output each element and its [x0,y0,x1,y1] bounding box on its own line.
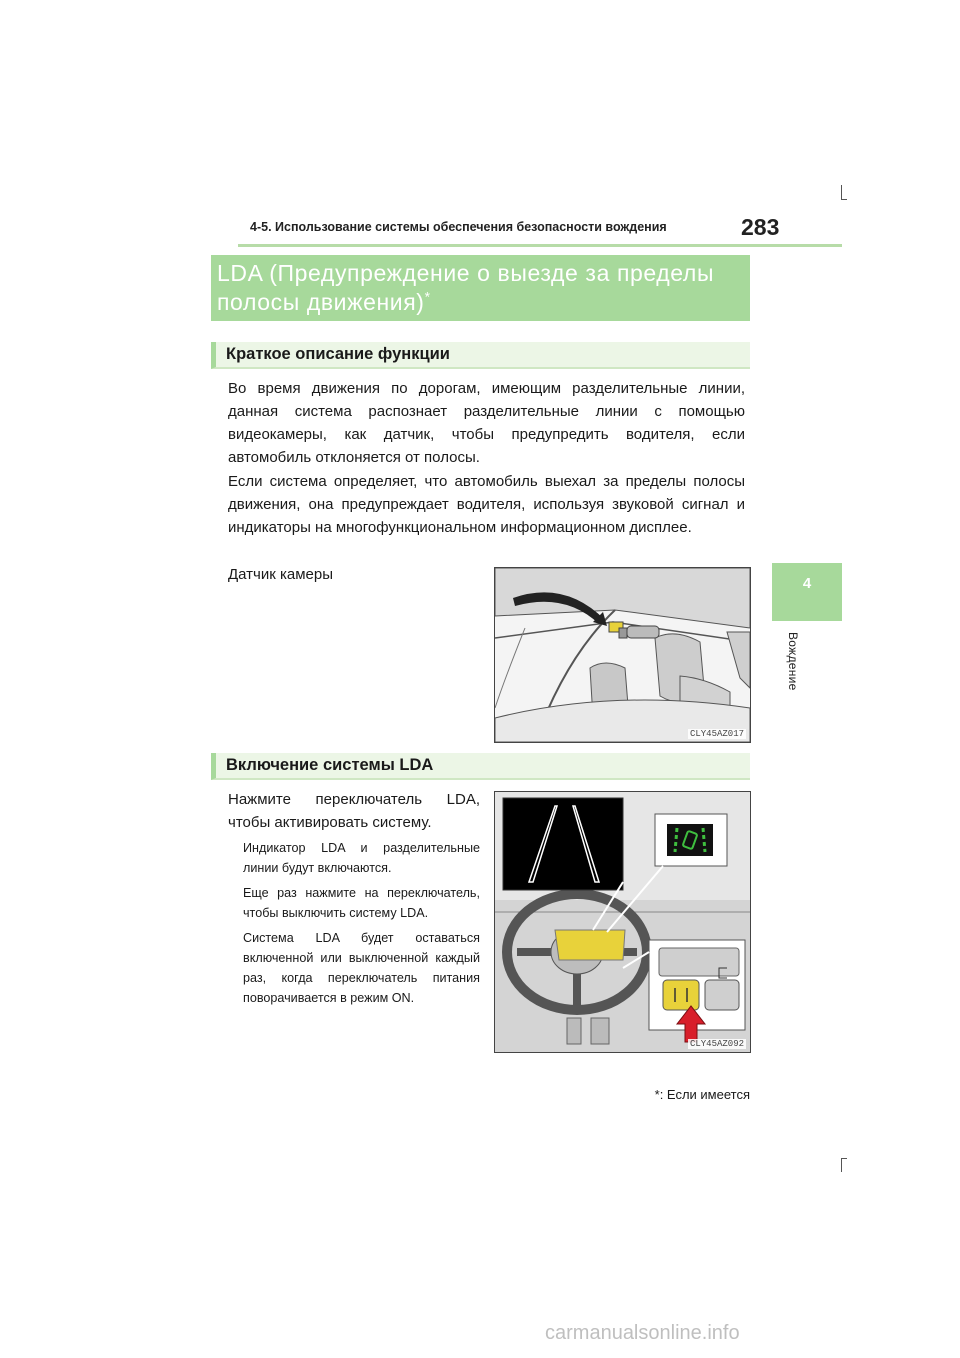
subheading-activation [211,753,750,780]
crop-mark-top-h [841,199,847,200]
crop-mark-top [841,185,842,199]
camera-image-code: CLY45AZ017 [689,729,744,739]
section-header: 4-5. Использование системы обеспечения безопасности вождения [250,220,667,234]
switch-image-code: CLY45AZ092 [689,1039,744,1049]
crop-mark-bottom [841,1158,842,1172]
activation-note-3: Система LDA будет оставаться включенной или выключенной каждый раз, когда переключатель питания поворачивается в режим ON. [243,931,480,1005]
page-number: 283 [741,214,780,240]
chapter-label: Вождение [786,632,800,691]
activation-note-2: Еще раз нажмите на переключатель, чтобы выключить систему LDA. [243,886,480,920]
page-title [217,259,747,317]
crop-mark-bottom-h [841,1158,847,1159]
lda-switch-drawing [495,792,750,1052]
footnote [600,1087,750,1102]
watermark: carmanualsonline.info [545,1322,740,1344]
lda-switch-illustration [494,791,751,1053]
activation-paragraph: Нажмите переключатель LDA, чтобы активировать систему. [228,791,480,831]
activation-note-1: Индикатор LDA и разделительные линии будут включаются. [243,841,480,875]
chapter-number: 4 [802,575,812,592]
chapter-tab [772,563,842,621]
overview-paragraph-2: Если система определяет, что автомобиль выехал за пределы полосы движения, она предупреждает водителя, используя звуковой сигнал и индикаторы на многофункциональном информационном дисплее. [228,473,745,536]
footnote-text: : Если имеется [659,1087,750,1102]
camera-illustration [494,567,751,743]
overview-paragraph-1: Во время движения по дорогам, имеющим разделительные линии, данная система распознает разделительные линии с помощью видеокамеры, как датчик, чтобы предупредить водителя, если автомобиль отклоняется от полосы. [228,380,745,466]
subheading-activation-text: Включение системы LDA [226,756,434,774]
camera-label: Датчик камеры [228,566,333,583]
subheading-overview-text: Краткое описание функции [226,345,450,363]
footnote-asterisk: * [654,1087,660,1102]
header-rule [238,244,842,247]
page-title-text: LDA (Предупреждение о выезде за пределы полосы движения) [217,260,715,315]
subheading-overview [211,342,750,369]
windshield-camera-drawing [495,568,750,742]
asterisk-mark: * [424,288,431,305]
